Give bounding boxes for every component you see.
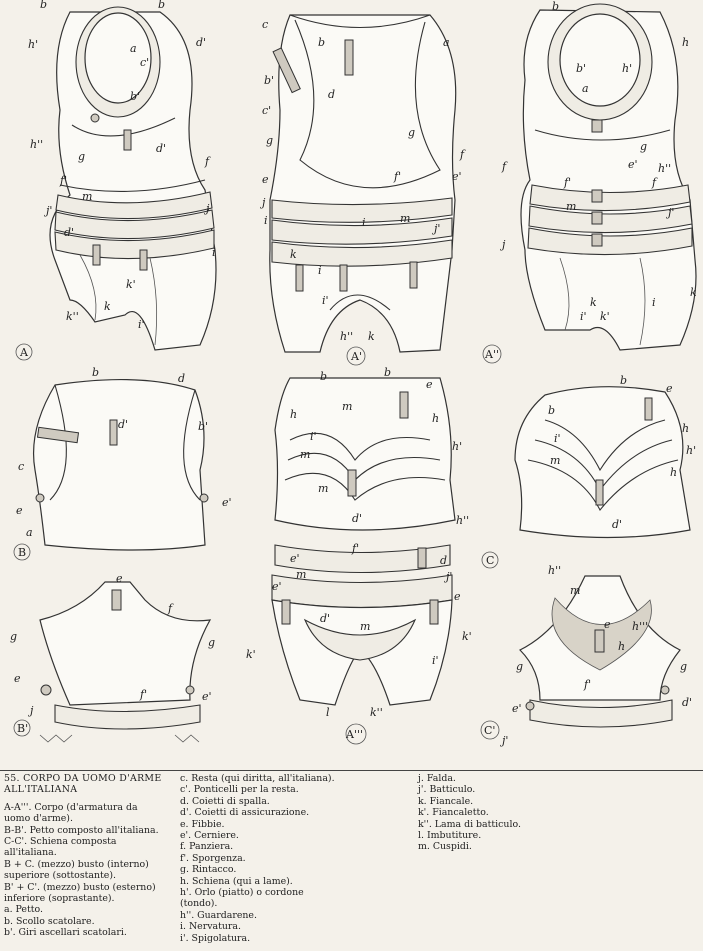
svg-text:m: m — [570, 584, 581, 597]
svg-text:b: b — [158, 0, 166, 11]
svg-text:i': i' — [322, 294, 329, 307]
svg-text:d': d' — [64, 226, 75, 239]
legend-entry: c. Resta (qui diritta, all'italiana). — [180, 773, 335, 784]
figure-a1-back — [270, 15, 456, 352]
legend-entry: C-C'. Schiena composta — [4, 836, 117, 848]
svg-text:l: l — [326, 706, 330, 719]
legend-column-1 — [4, 773, 174, 939]
legend-entry: i. Nervatura. — [180, 921, 241, 933]
svg-text:e: e — [116, 572, 123, 585]
legend-entry: l. Imbutiture. — [418, 830, 482, 842]
svg-text:h': h' — [28, 38, 39, 51]
svg-text:b': b' — [198, 420, 209, 433]
svg-text:d': d' — [612, 518, 623, 531]
svg-text:a: a — [582, 82, 589, 95]
legend-entry: c'. Ponticelli per la resta. — [180, 784, 299, 796]
svg-text:g: g — [78, 150, 86, 163]
svg-text:A': A' — [351, 350, 362, 363]
legend-entry: b'. Giri ascellari scatolari. — [4, 927, 127, 939]
svg-text:e': e' — [512, 702, 522, 715]
legend-entry: a. Petto. — [4, 904, 43, 916]
svg-text:d': d' — [352, 512, 363, 525]
svg-text:k': k' — [126, 278, 136, 291]
legend-entry: (tondo). — [180, 898, 218, 910]
svg-text:h: h — [290, 408, 298, 421]
svg-text:f: f — [205, 155, 210, 168]
svg-text:j: j — [206, 202, 210, 215]
svg-text:b: b — [548, 404, 556, 417]
svg-text:g: g — [516, 660, 524, 673]
svg-text:k: k — [590, 296, 597, 309]
svg-text:b: b — [318, 36, 326, 49]
svg-text:d': d' — [320, 612, 331, 625]
svg-text:i': i' — [138, 318, 145, 331]
svg-text:j: j — [30, 704, 34, 717]
svg-text:f: f — [168, 602, 173, 615]
svg-text:g: g — [208, 636, 216, 649]
svg-text:i: i — [264, 214, 268, 227]
svg-text:g: g — [640, 140, 648, 153]
svg-text:m: m — [400, 212, 411, 225]
svg-text:e': e' — [272, 580, 282, 593]
svg-text:h'': h'' — [548, 564, 562, 577]
svg-text:e': e' — [222, 496, 232, 509]
svg-text:j': j' — [502, 734, 509, 747]
svg-text:j: j — [262, 196, 266, 209]
svg-text:e: e — [666, 382, 673, 395]
legend-entry: e. Fibbie. — [180, 818, 225, 830]
svg-text:d': d' — [118, 418, 129, 431]
svg-text:A'': A'' — [485, 348, 499, 361]
legend-entry: superiore (sottostante). — [4, 870, 116, 882]
svg-text:e: e — [16, 504, 23, 517]
svg-text:j': j' — [446, 570, 453, 583]
legend-entry: k'. Fiancaletto. — [418, 807, 489, 819]
figure-a3-back-lames — [272, 378, 455, 705]
legend-entry: g. Rintacco. — [180, 864, 237, 876]
svg-text:e: e — [262, 173, 269, 186]
svg-text:i: i — [362, 216, 366, 229]
svg-text:d': d' — [156, 142, 167, 155]
legend-entry: d'. Coietti di assicurazione. — [180, 807, 310, 819]
svg-text:b': b' — [576, 62, 587, 75]
legend-entry: f. Panziera. — [180, 841, 234, 853]
svg-text:A: A — [20, 346, 28, 359]
svg-text:h: h — [682, 422, 690, 435]
svg-text:e: e — [426, 378, 433, 391]
svg-text:c: c — [18, 460, 25, 473]
svg-text:h': h' — [622, 62, 633, 75]
svg-text:i': i' — [580, 310, 587, 323]
svg-text:b': b' — [130, 90, 141, 103]
legend-entry: h''. Guardarene. — [180, 909, 257, 921]
legend-entry: d. Coietti di spalla. — [180, 795, 270, 807]
svg-text:h'': h'' — [456, 514, 470, 527]
svg-text:b: b — [40, 0, 48, 11]
svg-text:b: b — [552, 0, 560, 13]
svg-text:b: b — [92, 366, 100, 379]
svg-text:e': e' — [202, 690, 212, 703]
svg-text:i': i' — [432, 654, 439, 667]
svg-text:h'': h'' — [340, 330, 354, 343]
svg-text:f': f' — [140, 688, 148, 701]
figure-c-upper-back — [515, 387, 690, 538]
svg-text:j: j — [502, 238, 506, 251]
svg-text:e': e' — [628, 158, 638, 171]
figure-a-breastplate — [50, 7, 216, 350]
svg-text:d: d — [328, 88, 336, 101]
legend-column-3 — [418, 773, 698, 853]
legend-entry: inferiore (soprastante). — [4, 893, 115, 905]
caption-legend — [0, 773, 703, 951]
svg-text:b: b — [320, 370, 328, 383]
svg-text:m: m — [296, 568, 307, 581]
svg-text:c: c — [262, 18, 269, 31]
svg-text:i': i' — [310, 430, 317, 443]
legend-entry: j. Falda. — [418, 773, 456, 784]
svg-text:a: a — [26, 526, 33, 539]
svg-text:f: f — [460, 148, 465, 161]
legend-entry: uomo d'arme). — [4, 813, 73, 825]
svg-text:e: e — [454, 590, 461, 603]
svg-text:k: k — [290, 248, 297, 261]
svg-text:c': c' — [140, 56, 150, 69]
caption-divider — [0, 770, 703, 771]
svg-text:k': k' — [246, 648, 256, 661]
svg-text:k: k — [368, 330, 375, 343]
svg-text:b: b — [384, 366, 392, 379]
svg-text:g: g — [10, 630, 18, 643]
svg-text:k': k' — [600, 310, 610, 323]
svg-text:C: C — [486, 554, 495, 567]
svg-text:m: m — [318, 482, 329, 495]
svg-text:e': e' — [290, 552, 300, 565]
svg-text:j': j' — [46, 204, 53, 217]
svg-text:h: h — [670, 466, 678, 479]
legend-entry: b. Scollo scatolare. — [4, 915, 95, 927]
svg-text:k: k — [104, 300, 111, 313]
svg-text:e: e — [14, 672, 21, 685]
svg-text:d': d' — [682, 696, 693, 709]
svg-text:i: i — [652, 296, 656, 309]
svg-text:a: a — [130, 42, 137, 55]
svg-text:h''': h''' — [632, 620, 649, 633]
legend-entry: j'. Batticulo. — [418, 784, 476, 796]
legend-entry: i'. Spigolatura. — [180, 932, 251, 944]
svg-text:i: i — [318, 264, 322, 277]
legend-entry: all'italiana. — [4, 847, 57, 859]
svg-text:f: f — [652, 176, 657, 189]
svg-text:i': i' — [554, 432, 561, 445]
legend-entry: k''. Lama di batticulo. — [418, 818, 521, 830]
svg-text:j': j' — [434, 222, 441, 235]
legend-entry: B + C. (mezzo) busto (interno) — [4, 858, 149, 870]
svg-text:a: a — [443, 36, 450, 49]
svg-text:m: m — [550, 454, 561, 467]
svg-text:h'': h'' — [658, 162, 672, 175]
svg-text:b': b' — [264, 74, 275, 87]
svg-text:f': f' — [584, 678, 592, 691]
legend-entry: f'. Sporgenza. — [180, 852, 246, 864]
legend-entry: B-B'. Petto composto all'italiana. — [4, 824, 159, 836]
legend-column-2 — [180, 773, 408, 944]
svg-text:i: i — [212, 246, 216, 259]
svg-text:c': c' — [262, 104, 272, 117]
caption-heading-2: ALL'ITALIANA — [4, 784, 78, 796]
legend-entry: m. Cuspidi. — [418, 841, 472, 853]
svg-text:m: m — [566, 200, 577, 213]
svg-text:f': f' — [394, 170, 402, 183]
svg-text:C': C' — [484, 724, 496, 737]
svg-text:h: h — [432, 412, 440, 425]
svg-text:k': k' — [462, 630, 472, 643]
svg-text:m: m — [82, 190, 93, 203]
svg-text:g: g — [266, 134, 274, 147]
svg-text:d': d' — [196, 36, 207, 49]
svg-text:j': j' — [668, 206, 675, 219]
svg-text:b: b — [620, 374, 628, 387]
svg-text:B': B' — [17, 722, 29, 735]
svg-text:h: h — [618, 640, 626, 653]
legend-entry: k. Fiancale. — [418, 795, 474, 807]
svg-text:d: d — [178, 372, 186, 385]
svg-text:m: m — [300, 448, 311, 461]
svg-text:f: f — [502, 160, 507, 173]
figure-a2-breastplate — [521, 4, 696, 350]
figure-c1-lower-back — [520, 576, 680, 727]
svg-text:f': f' — [564, 176, 572, 189]
legend-entry: A-A'''. Corpo (d'armatura da — [4, 801, 138, 813]
legend-entry: h'. Orlo (piatto) o cordone — [180, 887, 304, 899]
svg-text:h'': h'' — [30, 138, 44, 151]
svg-text:A''': A''' — [346, 728, 364, 741]
svg-text:k'': k'' — [370, 706, 383, 719]
svg-text:m: m — [342, 400, 353, 413]
svg-text:h': h' — [452, 440, 463, 453]
svg-text:m: m — [360, 620, 371, 633]
svg-text:e': e' — [452, 170, 462, 183]
svg-text:h: h — [682, 36, 690, 49]
svg-text:k'': k'' — [66, 310, 79, 323]
caption-heading: 55. CORPO DA UOMO D'ARME — [4, 773, 162, 784]
svg-text:f': f' — [352, 542, 360, 555]
svg-text:B: B — [18, 546, 27, 559]
svg-text:h': h' — [686, 444, 697, 457]
legend-entry: B' + C'. (mezzo) busto (esterno) — [4, 881, 156, 893]
svg-text:f': f' — [60, 174, 68, 187]
legend-entry: h. Schiena (qui a lame). — [180, 875, 293, 887]
svg-text:e: e — [604, 618, 611, 631]
svg-text:k: k — [690, 286, 697, 299]
svg-text:d: d — [440, 554, 448, 567]
figure-b-upper-breast — [34, 380, 208, 550]
svg-text:g: g — [408, 126, 416, 139]
figure-b1-lower-breast — [40, 582, 210, 742]
legend-entry: e'. Cerniere. — [180, 830, 239, 842]
svg-text:g: g — [680, 660, 688, 673]
